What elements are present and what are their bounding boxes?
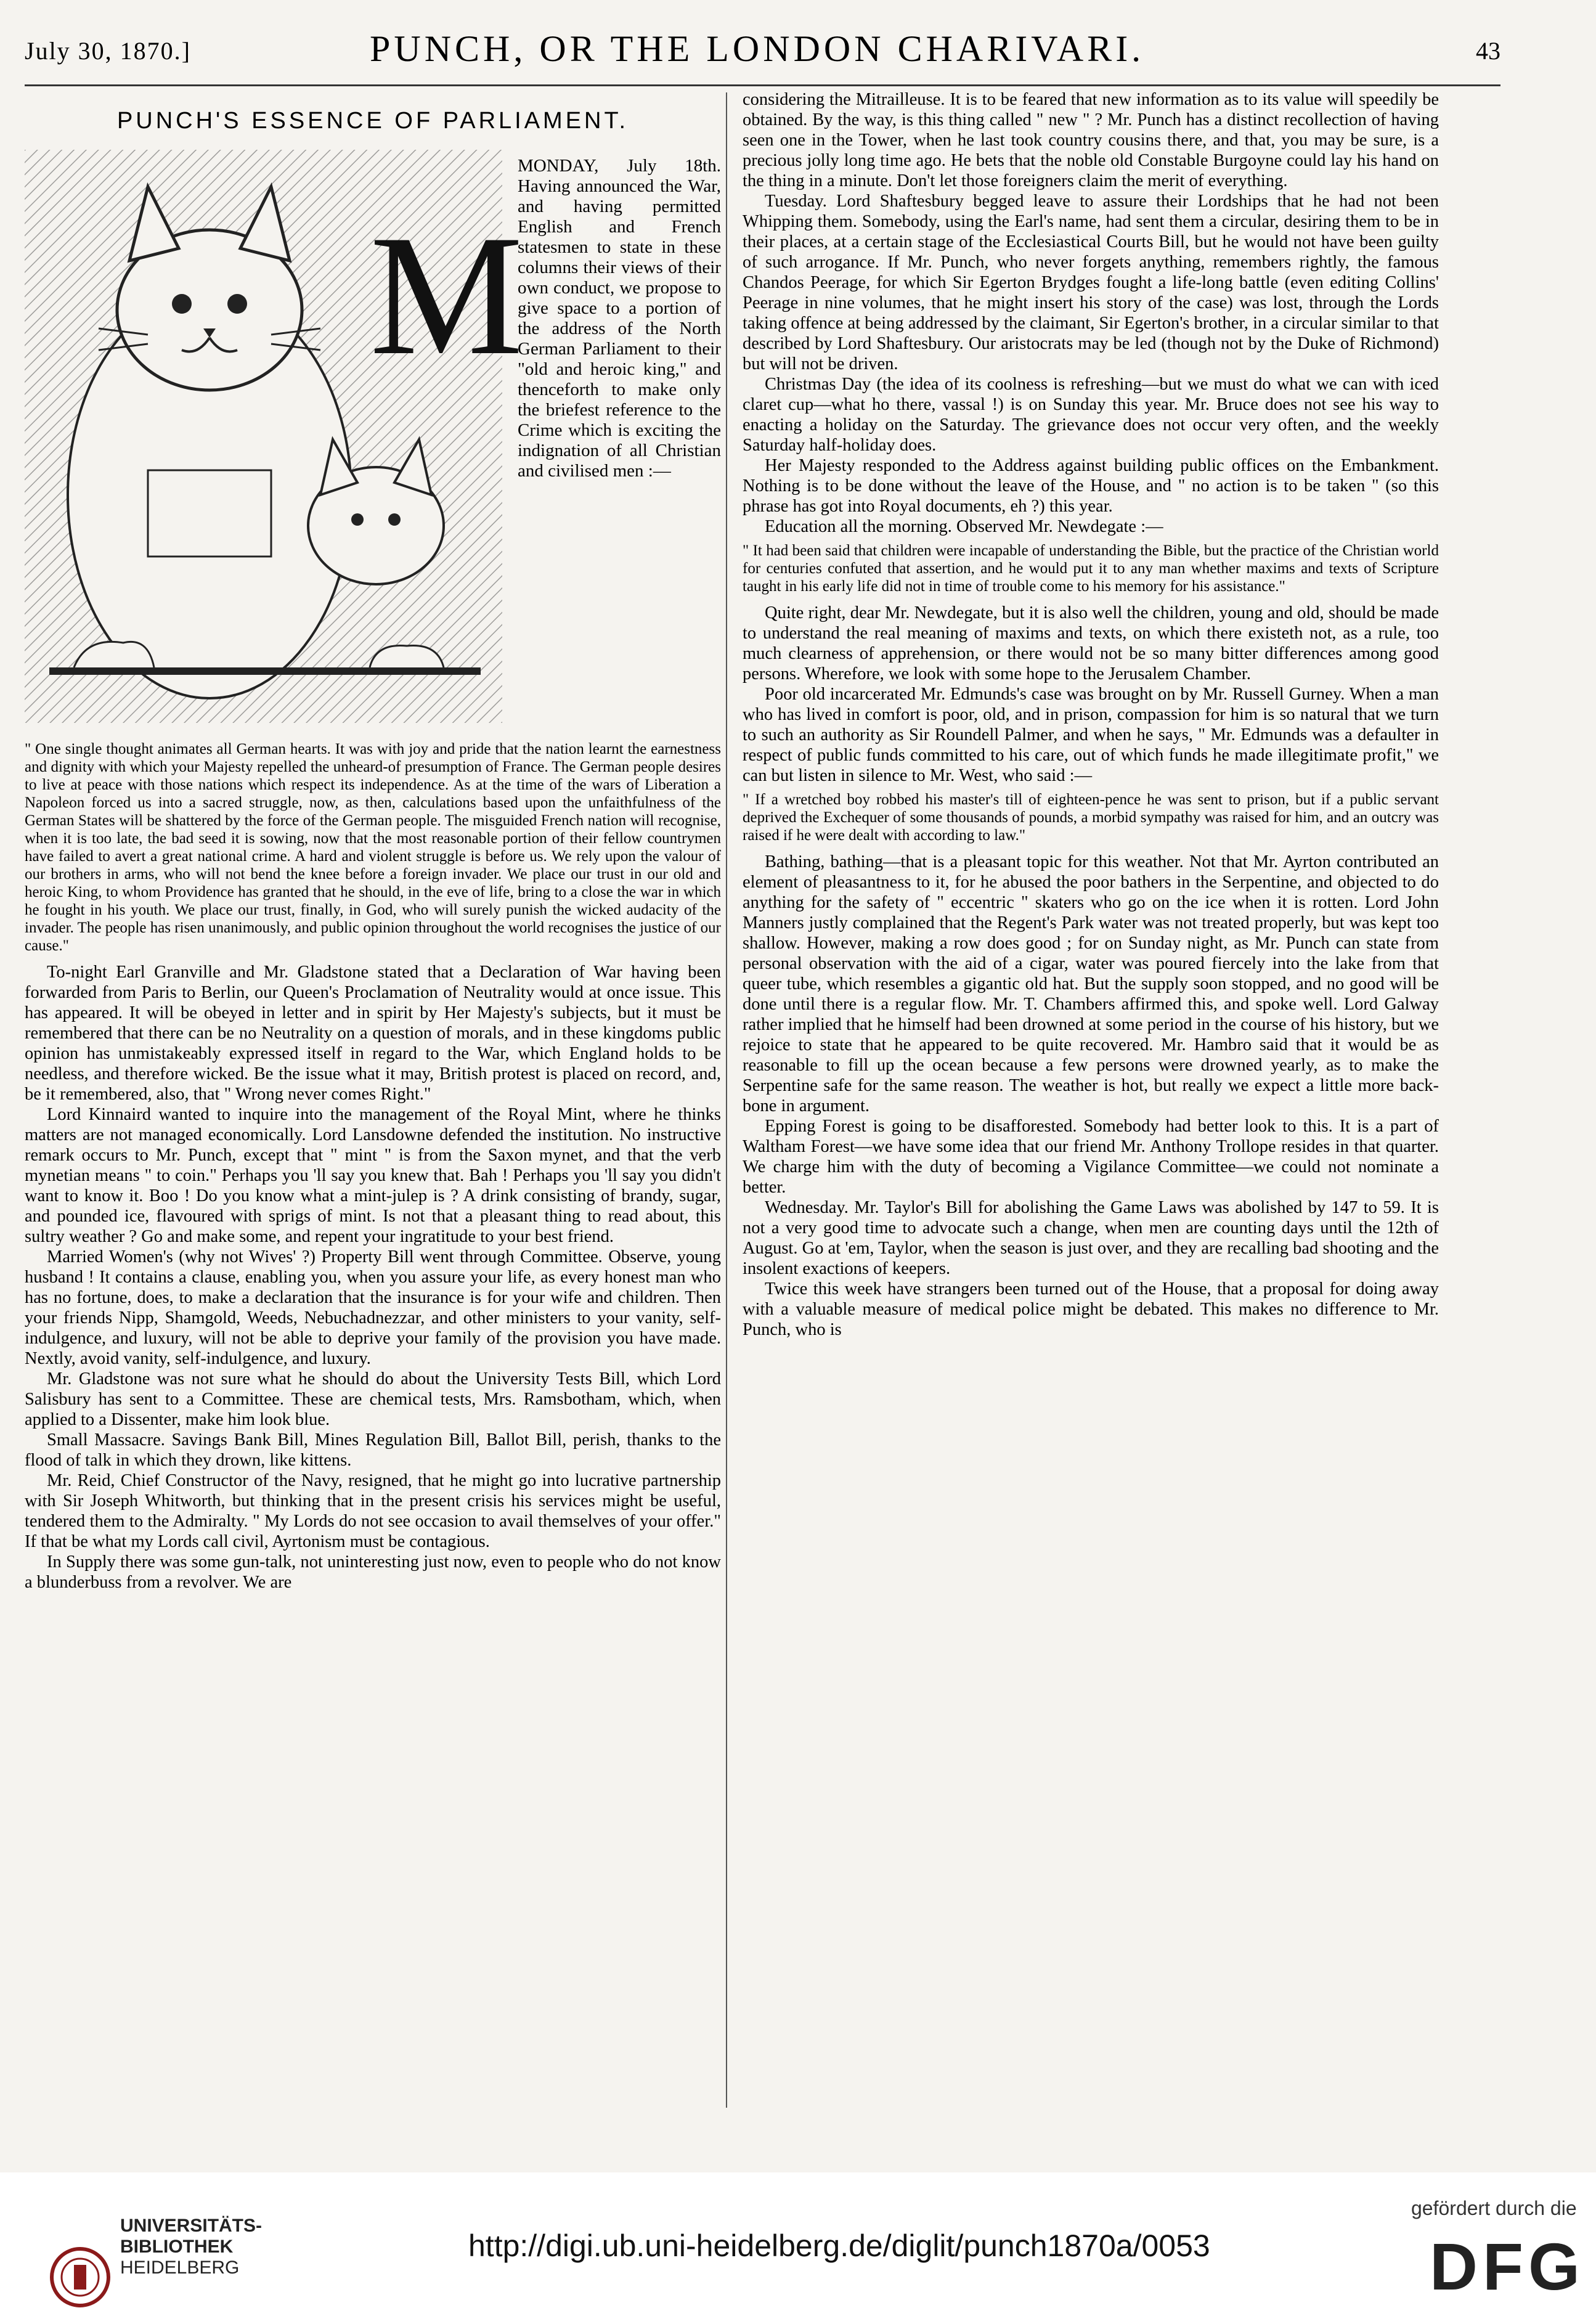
- university-seal-icon: [49, 2246, 111, 2308]
- paragraph-edmunds: Poor old incarcerated Mr. Edmunds's case was brought on by Mr. Russell Gurney. When a man who has lived in comfort is poor, old, and in prison, compassion for him is so natural that we turn to such an authority as Sir Roundell Palmer, and when he says, " Mr. Edmunds was a defaulter in respect of public funds committed to his care, out of which funds he made illegitimate profit," we can but listen in silence to Mr. West, who said :—: [743, 685, 1439, 785]
- paragraph-gladstone: Mr. Gladstone was not sure what he should do about the University Tests Bill, which Lord Salisbury has sent to a Committee. These are chemical tests, Mrs. Ramsbotham, which, when applied to a Dissenter, make him look blue.: [25, 1369, 721, 1429]
- paragraph-bathing: Bathing, bathing—that is a pleasant topic for this weather. Not that Mr. Ayrton contributed an element of pleasantness to it, for he abused the poor bathers in the Serpentine, and objected to do anything for the safety of " eccentric " skaters who go on the ice when it is rotten. Lord John Manners justly complained that the Regent's Park water was not treated properly, but was kept too shallow. However, making a row does good ; for on Sunday night, as Mr. Punch can state from personal observation with the aid of a cigar, water was poured fiercely into the lake from that queer tube, which resembles a gigantic old hat. But the supply soon stopped, and no good will be done until there is a regular flow. Mr. T. Chambers affirmed this, and spoke well. Lord Galway rather implied that he himself had been drowned at some period in the course of his history, but we rejoice to state that he appeared to be quite recovered. Mr. Hambro said that it would be as reasonable to fill up the ocean because a few persons were drowned yearly, as to make the Serpentine safe for the same reason. The weather is hot, but really we expect a little more back-bone in argument.: [743, 852, 1439, 1115]
- paragraph-epping: Epping Forest is going to be disafforested. Somebody had better look to this. It is a part of Waltham Forest—we have some idea that our friend Mr. Anthony Trollope resides in that quarter. We charge him with the duty of becoming a Vigilance Committee—we could not nominate a better.: [743, 1117, 1439, 1197]
- left-column: [25, 105, 721, 1592]
- svg-text:M: M: [370, 199, 523, 391]
- paragraph-tuesday: Tuesday. Lord Shaftesbury begged leave to assure their Lordships that he had not been Whipping them. Somebody, using the Earl's name, had sent them a circular, desiring them to be in their places, at a certain stage of the Ecclesiastical Courts Bill, but he would not have been guilty of such arrogance. If Mr. Punch, who never forgets anything, remembers rightly, the famous Chandos Peerage, for which Sir Egerton Brydges fought a life-long battle (even editing Collins' Peerage in nine volumes, that he might insert his story of the case) was lost, through the Lords taking offence at being addressed by the claimant, Sir Egerton's brother, in a circular similar to that described by Lord Shaftesbury. Our aristocrats may be led (though not by the Duke of Richmond) but will not be driven.: [743, 192, 1439, 373]
- funding-label: gefördert durch die: [1411, 2197, 1577, 2219]
- cat-king-cartoon-icon: [25, 150, 523, 723]
- paragraph-embankment: Her Majesty responded to the Address against building public offices on the Embankment. Nothing is to be done without the leave of the House, and " no action is to be taken " (so this phrase has got into Royal documents, eh ?) this year.: [743, 456, 1439, 516]
- permalink-url[interactable]: http://digi.ub.uni-heidelberg.de/diglit/punch1870a/0053: [468, 2228, 1210, 2263]
- paragraph-kinnaird: Lord Kinnaird wanted to inquire into the management of the Royal Mint, where he thinks matters are not managed economically. Lord Lansdowne defended the institution. No instructive remark occurs to Mr. Punch, except that " mint " is from the Saxon mynet, and that the verb mynetian means " to coin." Perhaps you 'll say you knew that. Bah ! Perhaps you 'll say you didn't want to know it. Boo ! Do you know what a mint-julep is ? A drink consisting of brandy, sugar, and pounded ice, flavoured with sprigs of mint. Is not that a pleasant thing to read about, this sultry weather ? Go and make some, and repent your ingratitude to your best friend.: [25, 1105, 721, 1246]
- right-column: [743, 89, 1439, 1340]
- issue-date: July 30, 1870.]: [25, 37, 191, 65]
- university-name-line3: HEIDELBERG: [120, 2257, 240, 2278]
- quote-newdegate: " It had been said that children were incapable of understanding the Bible, but the practice of the Christian world for centuries confuted that assertion, and he would put it to any man whether maxims and texts of Scripture taught in his early life did not in time of trouble come to his memory for his assistance.": [743, 542, 1439, 595]
- paragraph-strangers: Twice this week have strangers been turned out of the House, that a proposal for doing away with a valuable measure of medical police might be debated. This makes no difference to Mr. Punch, who is: [743, 1279, 1439, 1339]
- university-name-line2: BIBLIOTHEK: [120, 2237, 234, 2257]
- address-quote: " One single thought animates all German hearts. It was with joy and pride that the nation learnt the earnestness and dignity with which your Majesty repelled the unheard-of presumption of France. The German people desires to live at peace with those nations which respect its independence. As at the time of the wars of Liberation a Napoleon forced us into a sacred struggle, now, as then, calculations based upon the unfaithfulness of the German States will be shattered by the force of the German people. The misguided French nation will recognise, when it is too late, the bad seed it is sowing, now that the most reasonable portion of their fellow countrymen have failed to avert a great national crime. A hard and violent struggle is before us. We rely upon the valour of our brothers in arms, who will not bend the knee before a foreign invader. We place our trust in our old and heroic King, to whom Providence has granted that he should, in the eve of life, bring to a close the war in which he fought in his youth. We place our trust, finally, in God, who will surely punish the wicked audacity of the invader. The people has risen unanimously, and public opinion throughout the world recognises the justice of our cause.": [25, 741, 721, 954]
- section-title: PUNCH'S ESSENCE OF PARLIAMENT.: [116, 108, 629, 134]
- paragraph-newdegate-reply: Quite right, dear Mr. Newdegate, but it is also well the children, young and old, should be made to understand the real meaning of maxims and texts, on which there existeth not, as a rule, too much clearness of apprehension, or there would not be so many bitter differences among good persons. Wherefore, we look with some hope to the Jerusalem Chamber.: [743, 603, 1439, 683]
- intro-block: [25, 144, 721, 735]
- dfg-logo[interactable]: DFG: [1430, 2229, 1585, 2304]
- paragraph-mitrailleuse: considering the Mitrailleuse. It is to be feared that new information as to its value will speedily be obtained. By the way, is this thing called " new " ? Mr. Punch has a distinct recollection of having seen one in the Tower, when he last took country cousins there, and that, you may be sure, is a precious jolly long time ago. He bets that the noble old Constable Burgoyne could lay his hand on the thing in a minute. Don't let those foreigners claim the merit of everything.: [743, 90, 1439, 190]
- paragraph-married-women: Married Women's (why not Wives' ?) Property Bill went through Committee. Observe, young husband ! It contains a clause, enabling you, when you assure your life, as every honest man who has no fortune, does, to make a declaration that the insurance is for your wife and children. Then your friends Nipp, Shamgold, Weeds, Nebuchadnezzar, and other ministers to your vanity, self-indulgence, and luxury, will not be able to deprive your family of the provision you have made. Nextly, avoid vanity, self-indulgence, and luxury.: [25, 1247, 721, 1368]
- column-divider: [726, 92, 727, 2108]
- paragraph-christmas: Christmas Day (the idea of its coolness is refreshing—but we must do what we can with iced claret cup—what ho there, vassal !) is on Sunday this year. Mr. Bruce does not see his way to enacting a holiday on the Saturday. The grievance does not occur very often, and the weekly Saturday half-holiday does.: [743, 375, 1439, 455]
- journal-title: PUNCH, OR THE LONDON CHARIVARI.: [370, 28, 1145, 69]
- quote-west: " If a wretched boy robbed his master's till of eighteen-pence he was sent to prison, but if a public servant deprived the Exchequer of some thousands of pounds, a morbid sympathy was raised for him, and an outcry was raised if he were dealt with according to law.": [743, 791, 1439, 844]
- paragraph-reid: Mr. Reid, Chief Constructor of the Navy, resigned, that he might go into lucrative partnership with Sir Joseph Whitworth, but thinking that in the present crisis his services might be useful, tendered them to the Admiralty. " My Lords do not see occasion to avail themselves of your offer." If that be what my Lords call civil, Ayrtonism must be contagious.: [25, 1471, 721, 1551]
- viewer-footer: [0, 2172, 1596, 2304]
- page-number: 43: [1476, 37, 1500, 65]
- paragraph-granville: To-night Earl Granville and Mr. Gladstone stated that a Declaration of War having been forwarded from Paris to Berlin, our Queen's Proclamation of Neutrality would at once issue. This has appeared. It will be obeyed in letter and in spirit by Her Majesty's subjects, but it must be remembered that there can be no Neutrality on a question of morals, and in these kingdoms public opinion has unmistakeably expressed itself in regard to the War, which England holds to be needless, and therefore wicked. Be the issue what it may, British protest is placed on record, and, be it remembered, also, that " Wrong never comes Right.": [25, 963, 721, 1104]
- paragraph-education: Education all the morning. Observed Mr. Newdegate :—: [765, 517, 1163, 536]
- page-header: [25, 28, 1500, 77]
- intro-text: MONDAY, July 18th. Having announced the War, and having permitted English and French statesmen to state in these columns their views of their own conduct, we propose to give space to a portion of the address of the North German Parliament to their "old and heroic king," and thenceforth to make only the briefest reference to the Crime which is exciting the indignation of all Christian and civilised men :—: [518, 156, 721, 481]
- paragraph-supply: In Supply there was some gun-talk, not uninteresting just now, even to people who do not know a blunderbuss from a revolver. We are: [25, 1552, 721, 1592]
- university-name-line1: UNIVERSITÄTS-: [120, 2216, 263, 2236]
- paragraph-wednesday: Wednesday. Mr. Taylor's Bill for abolishing the Game Laws was abolished by 147 to 59. It is not a very good time to advocate such a change, when men are counting days until the 12th of August. Go at 'em, Taylor, when the season is just over, and they are recalling bad shooting and the insolent exactions of keepers.: [743, 1198, 1439, 1278]
- paragraph-massacre: Small Massacre. Savings Bank Bill, Mines Regulation Bill, Ballot Bill, perish, thanks to the flood of talk in which they drown, like kittens.: [25, 1430, 721, 1470]
- header-rule: [25, 84, 1500, 86]
